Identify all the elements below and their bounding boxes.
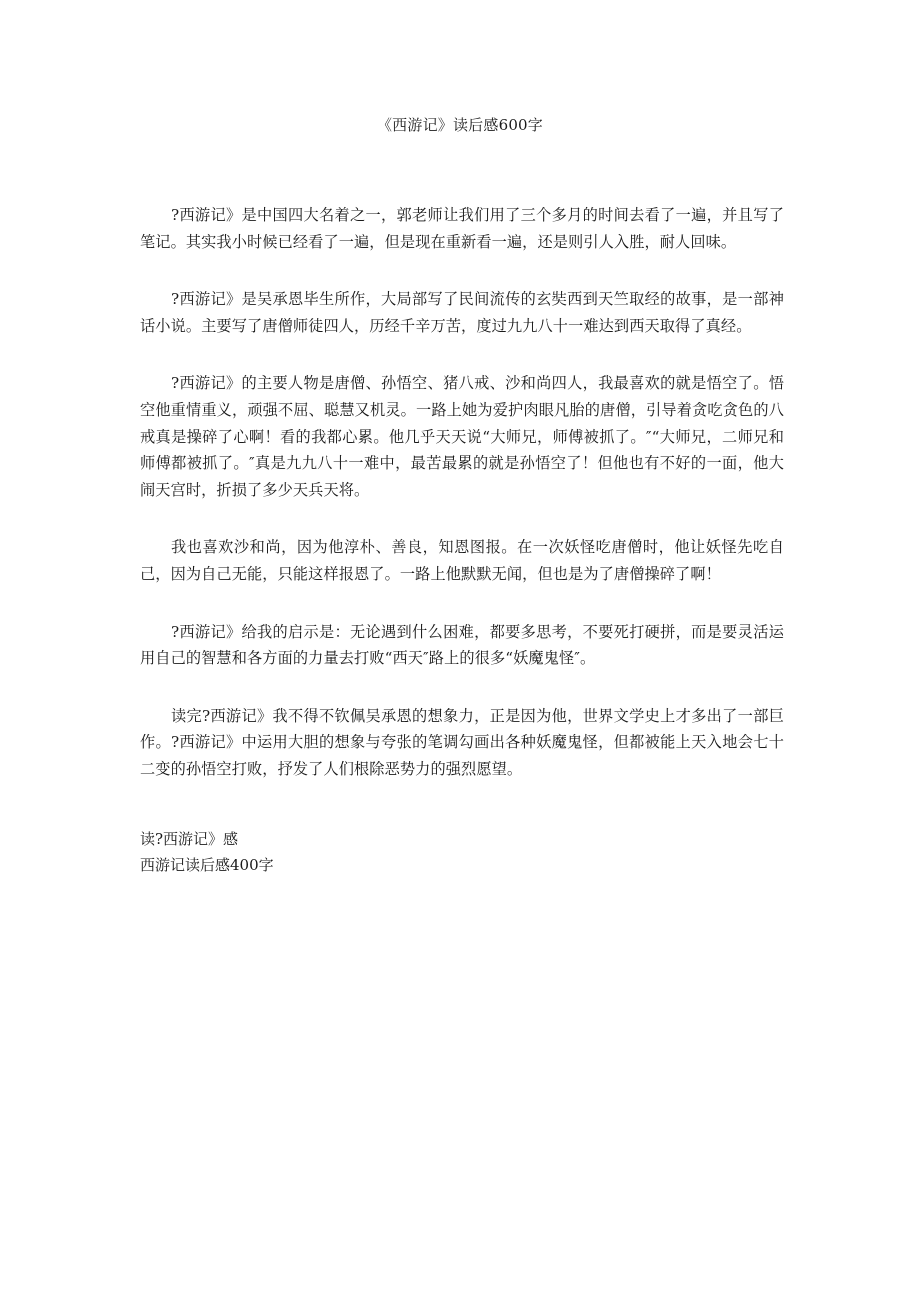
paragraph-5: ?西游记》给我的启示是：无论遇到什么困难，都要多思考，不要死打硬拼，而是要灵活运用自己的智慧和各方面的力量去打败“西天″路上的很多“妖魔鬼怪″。 <box>140 622 784 668</box>
paragraph-4: 我也喜欢沙和尚，因为他淳朴、善良，知恩图报。在一次妖怪吃唐僧时，他让妖怪先吃自己，因为自己无能，只能这样报恩了。一路上他默默无闻，但也是为了唐僧操碎了啊！ <box>140 538 784 583</box>
document-body <box>140 202 784 814</box>
paragraph-3: ?西游记》的主要人物是唐僧、孙悟空、猪八戒、沙和尚四人，我最喜欢的就是悟空了。悟空他重情重义，顽强不屈、聪慧又机灵。一路上她为爱护肉眼凡胎的唐僧，引导着贪吃贪色的八戒真是操碎了心啊！看的我都心累。他几乎天天说“大师兄，师傅被抓了。″“大师兄，二师兄和师傅都被抓了。″真是九九八十一难中，最苦最累的就是孙悟空了！但他也有不好的一面，他大闹天宫时，折损了多少天兵天将。 <box>140 374 784 499</box>
document-title: 《西游记》读后感600字 <box>376 116 544 134</box>
related-links <box>140 826 780 878</box>
paragraph-6: 读完?西游记》我不得不钦佩吴承恩的想象力，正是因为他，世界文学史上才多出了一部巨作。?西游记》中运用大胆的想象与夸张的笔调勾画出各种妖魔鬼怪，但都被能上天入地会七十二变的孙悟空打败，抒发了人们根除恶势力的强烈愿望。 <box>140 706 784 778</box>
related-link-2[interactable]: 西游记读后感400字 <box>140 856 274 874</box>
paragraph-1: ?西游记》是中国四大名着之一，郭老师让我们用了三个多月的时间去看了一遍，并且写了笔记。其实我小时候已经看了一遍，但是现在重新看一遍，还是则引人入胜，耐人回味。 <box>140 206 784 251</box>
related-link-1[interactable]: 读?西游记》感 <box>140 830 239 848</box>
paragraph-2: ?西游记》是吴承恩毕生所作，大局部写了民间流传的玄奘西到天竺取经的故事，是一部神话小说。主要写了唐僧师徒四人，历经千辛万苦，度过九九八十一难达到西天取得了真经。 <box>140 290 784 335</box>
